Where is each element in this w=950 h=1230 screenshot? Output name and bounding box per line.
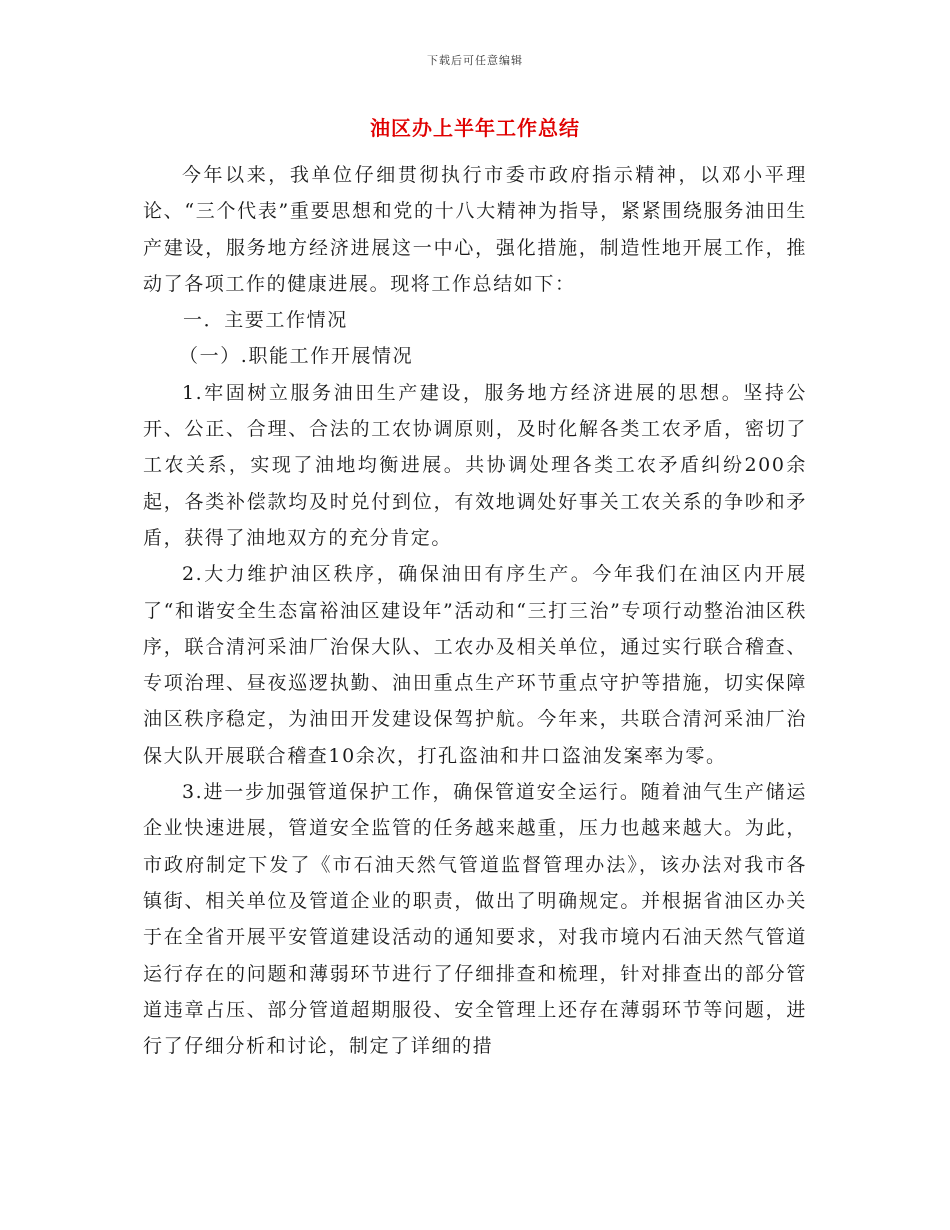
document-body [143, 157, 807, 1064]
body-paragraph-3: 3.进一步加强管道保护工作，确保管道安全运行。随着油气生产储运企业快速进展，管道安全监管的任务越来越重，压力也越来越大。为此，市政府制定下发了《市石油天然气管道监督管理办法》，该办法对我市各镇街、相关单位及管道企业的职责，做出了明确规定。并根据省油区办关于在全省开展平安管道建设活动的通知要求，对我市境内石油天然气管道运行存在的问题和薄弱环节进行了仔细排查和梳理，针对排查出的部分管道违章占压、部分管道超期服役、安全管理上还存在薄弱环节等问题，进行了仔细分析和讨论，制定了详细的措 [143, 781, 807, 1058]
intro-paragraph: 今年以来，我单位仔细贯彻执行市委市政府指示精神，以邓小平理论、“三个代表”重要思想和党的十八大精神为指导，紧紧围绕服务油田生产建设，服务地方经济进展这一中心，强化措施，制造性地开展工作，推动了各项工作的健康进展。现将工作总结如下： [143, 164, 807, 295]
document-title: 油区办上半年工作总结 [370, 116, 580, 140]
body-paragraph-1: 1.牢固树立服务油田生产建设，服务地方经济进展的思想。坚持公开、公正、合理、合法的工农协调原则，及时化解各类工农矛盾，密切了工农关系，实现了油地均衡进展。共协调处理各类工农矛盾纠纷200余起，各类补偿款均及时兑付到位，有效地调处好事关工农关系的争吵和矛盾，获得了油地双方的充分肯定。 [143, 381, 807, 549]
download-note: 下载后可任意编辑 [427, 54, 523, 67]
body-paragraph-2: 2.大力维护油区秩序，确保油田有序生产。今年我们在油区内开展了“和谐安全生态富裕油区建设年”活动和“三打三治”专项行动整治油区秩序，联合清河采油厂治保大队、工农办及相关单位，通过实行联合稽查、专项治理、昼夜巡逻执勤、油田重点生产环节重点守护等措施，切实保障油区秩序稳定，为油田开发建设保驾护航。今年来，共联合清河采油厂治保大队开展联合稽查10余次，打孔盗油和井口盗油发案率为零。 [143, 563, 807, 767]
section-heading: 一．主要工作情况 [183, 309, 348, 332]
subsection-heading: （一）.职能工作开展情况 [179, 345, 414, 368]
